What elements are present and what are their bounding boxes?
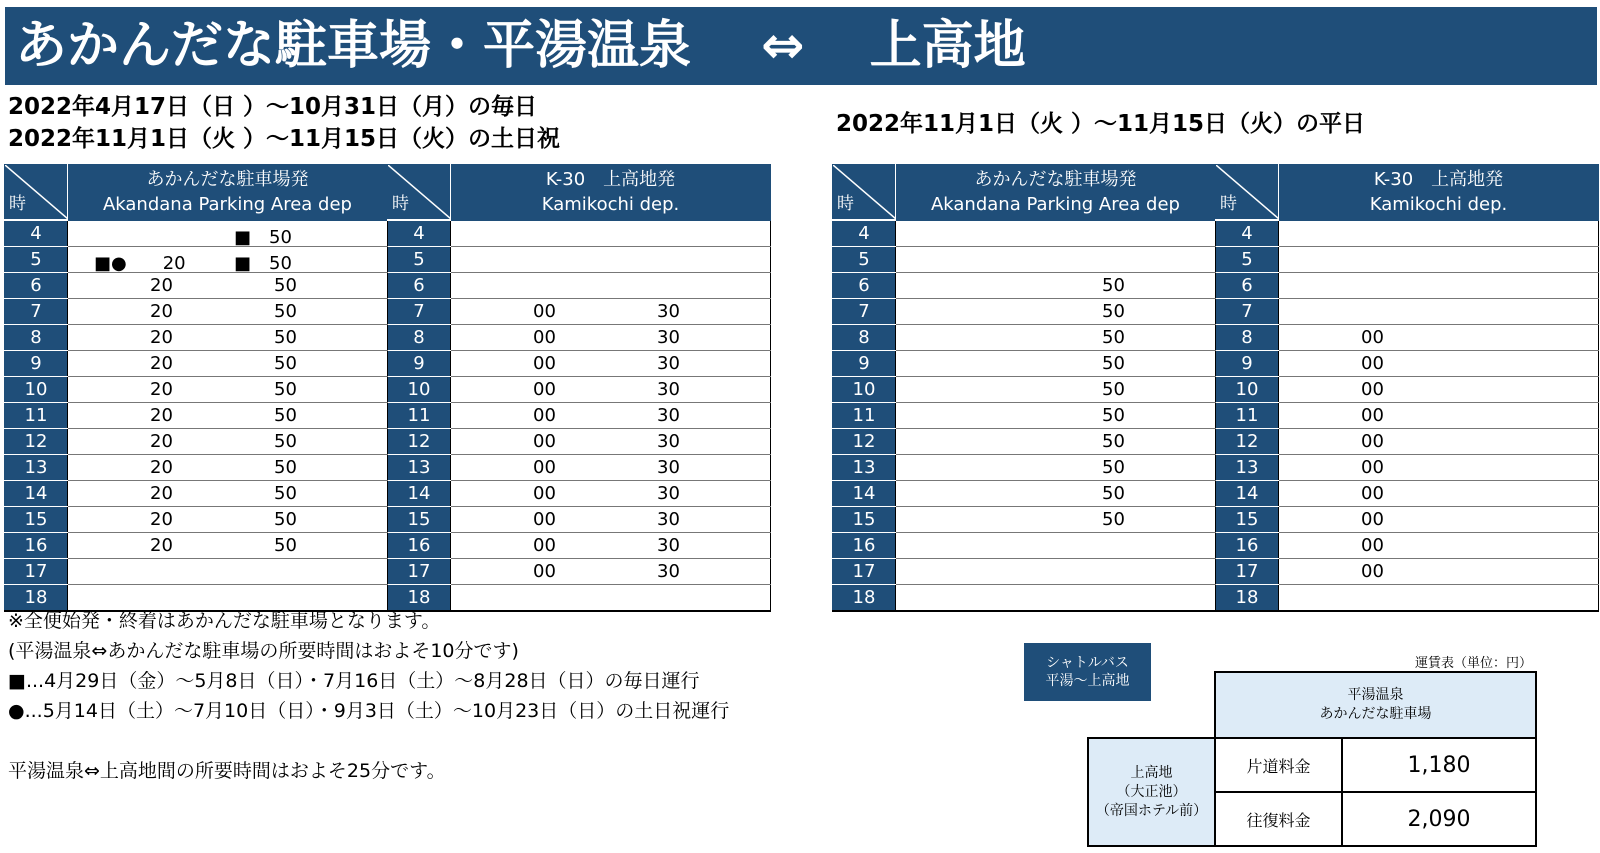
header-jp: あかんだな駐車場発 xyxy=(974,169,1137,191)
oneway-label: 片道料金 xyxy=(1215,738,1342,792)
note-circle-legend: ●...5月14日（土）～7月10日（日）・9月3日（土）～10月23日（日）の土日祝運行 xyxy=(8,700,730,722)
kamikochi-minutes-cell xyxy=(451,507,771,533)
hour-cell: 10 xyxy=(833,377,896,403)
hour-cell: 11 xyxy=(1216,403,1279,429)
hour-cell: 5 xyxy=(833,247,896,273)
minute-value: 00 xyxy=(1361,457,1384,478)
minute-value: 00 xyxy=(1361,405,1384,426)
akandana-departure-header xyxy=(896,165,1216,221)
minute-value: 50 xyxy=(1102,405,1125,426)
timetable-left-header xyxy=(5,165,771,221)
minute-value: 30 xyxy=(657,483,680,504)
hour-cell: 18 xyxy=(833,585,896,612)
hour-header-label: 時 xyxy=(392,194,409,214)
akandana-minutes-cell xyxy=(896,351,1216,377)
kamikochi-minutes-cell xyxy=(451,325,771,351)
hour-cell: 4 xyxy=(5,220,68,247)
minute-value: 50 xyxy=(1102,353,1125,374)
hour-header-label: 時 xyxy=(1220,194,1237,214)
akandana-minutes-cell xyxy=(68,351,388,377)
header-jp: K-30 上高地発 xyxy=(1373,169,1504,191)
kamikochi-minutes-cell xyxy=(451,429,771,455)
hour-cell: 7 xyxy=(833,299,896,325)
akandana-minutes-cell xyxy=(68,247,388,273)
hour-cell: 7 xyxy=(5,299,68,325)
header-jp: K-30 上高地発 xyxy=(545,169,676,191)
timetable-row xyxy=(833,429,1599,455)
akandana-minutes-cell xyxy=(68,455,388,481)
minute-value: 50 xyxy=(1102,327,1125,348)
hour-cell: 4 xyxy=(1216,220,1279,247)
minute-value: 00 xyxy=(533,457,556,478)
hour-cell: 9 xyxy=(5,351,68,377)
fare-oneway-row xyxy=(1088,738,1536,792)
timetable-row xyxy=(833,481,1599,507)
timetable-row xyxy=(833,377,1599,403)
kamikochi-departure-header xyxy=(451,165,771,221)
minute-value: 50 xyxy=(274,457,297,478)
note-square-legend: ■...4月29日（金）～5月8日（日）・7月16日（土）～8月28日（日）の毎日運行 xyxy=(8,670,700,692)
minute-value: 30 xyxy=(657,509,680,530)
hour-cell: 13 xyxy=(1216,455,1279,481)
kamikochi-minutes-cell xyxy=(1279,533,1599,559)
minute-value: 20 xyxy=(150,379,173,400)
hour-cell: 9 xyxy=(1216,351,1279,377)
minute-value: 20 xyxy=(150,457,173,478)
akandana-minutes-cell xyxy=(896,455,1216,481)
title-banner xyxy=(5,7,1597,85)
timetable-right xyxy=(832,164,1599,612)
fare-unit-label: 運賃表（単位：円） xyxy=(1415,656,1533,671)
fare-corner xyxy=(1088,672,1215,738)
akandana-minutes-cell xyxy=(68,377,388,403)
minute-value: 50 xyxy=(274,301,297,322)
kamikochi-minutes-cell xyxy=(1279,220,1599,247)
minute-value: 50 xyxy=(274,327,297,348)
minute-value: 00 xyxy=(1361,483,1384,504)
timetable-row xyxy=(5,429,771,455)
minute-value: 50 xyxy=(1102,457,1125,478)
minute-value: 50 xyxy=(274,379,297,400)
akandana-minutes-cell xyxy=(68,559,388,585)
hour-cell: 7 xyxy=(1216,299,1279,325)
header-en: Kamikochi dep. xyxy=(541,194,680,216)
left-period-line1: 2022年4月17日（日 ）～10月31日（月）の毎日 xyxy=(8,94,538,120)
hour-cell: 6 xyxy=(5,273,68,299)
hour-cell: 6 xyxy=(833,273,896,299)
kamikochi-departure-header xyxy=(1279,165,1599,221)
hour-cell: 8 xyxy=(1216,325,1279,351)
timetable-row xyxy=(5,455,771,481)
hour-cell: 13 xyxy=(5,455,68,481)
kamikochi-minutes-cell xyxy=(1279,481,1599,507)
timetable-row xyxy=(833,533,1599,559)
timetable-row xyxy=(833,559,1599,585)
kamikochi-minutes-cell xyxy=(451,351,771,377)
minute-value: 00 xyxy=(533,379,556,400)
akandana-minutes-cell xyxy=(68,481,388,507)
timetable-row xyxy=(5,299,771,325)
hour-cell: 11 xyxy=(833,403,896,429)
kamikochi-minutes-cell xyxy=(1279,455,1599,481)
hour-cell: 12 xyxy=(388,429,451,455)
kamikochi-minutes-cell xyxy=(451,273,771,299)
kamikochi-minutes-cell xyxy=(451,247,771,273)
fare-table xyxy=(1087,671,1537,847)
hour-cell: 16 xyxy=(5,533,68,559)
minute-value: 00 xyxy=(533,483,556,504)
left-period-line2: 2022年11月1日（火 ）～11月15日（火）の土日祝 xyxy=(8,126,561,152)
kamikochi-minutes-cell xyxy=(1279,351,1599,377)
hour-header-label: 時 xyxy=(9,194,26,214)
hour-cell: 7 xyxy=(388,299,451,325)
timetable-row xyxy=(5,403,771,429)
hour-cell: 9 xyxy=(388,351,451,377)
roundtrip-label: 往復料金 xyxy=(1215,792,1342,846)
minute-value: 50 xyxy=(274,509,297,530)
title-origin: あかんだな駐車場・平湯温泉 xyxy=(15,16,692,76)
hour-cell: 12 xyxy=(1216,429,1279,455)
hour-header-cell xyxy=(833,165,896,221)
note-travel-time-kamikochi: 平湯温泉⇔上高地間の所要時間はおよそ25分です。 xyxy=(8,760,446,782)
timetable-row xyxy=(833,585,1599,612)
kamikochi-minutes-cell xyxy=(1279,585,1599,612)
minute-value: 30 xyxy=(657,457,680,478)
minute-value: 30 xyxy=(657,431,680,452)
kamikochi-minutes-cell xyxy=(451,559,771,585)
hour-cell: 15 xyxy=(1216,507,1279,533)
header-en: Akandana Parking Area dep xyxy=(930,194,1180,216)
fare-origin-cell xyxy=(1215,672,1536,738)
hour-cell: 17 xyxy=(833,559,896,585)
kamikochi-minutes-cell xyxy=(1279,559,1599,585)
hour-cell: 10 xyxy=(1216,377,1279,403)
minute-value: 00 xyxy=(533,535,556,556)
title-destination: 上高地 xyxy=(869,16,1026,76)
minute-value: ■ 50 xyxy=(234,226,292,248)
minute-value: 20 xyxy=(150,535,173,556)
hour-cell: 14 xyxy=(833,481,896,507)
minute-value: 50 xyxy=(1102,509,1125,530)
note-travel-time-parking: (平湯温泉⇔あかんだな駐車場の所要時間はおよそ10分です) xyxy=(8,640,519,662)
hour-cell: 13 xyxy=(388,455,451,481)
kamikochi-minutes-cell xyxy=(451,481,771,507)
origin-line2: あかんだな駐車場 xyxy=(1319,706,1432,722)
minute-value: 30 xyxy=(657,405,680,426)
timetable-row xyxy=(5,220,771,247)
hour-cell: 17 xyxy=(388,559,451,585)
minute-value: 50 xyxy=(274,275,297,296)
timetable-row xyxy=(5,481,771,507)
minute-value: 20 xyxy=(150,431,173,452)
fare-header-row xyxy=(1088,672,1536,738)
timetable-row xyxy=(5,533,771,559)
minute-value: 00 xyxy=(533,431,556,452)
akandana-minutes-cell xyxy=(896,533,1216,559)
hour-cell: 8 xyxy=(5,325,68,351)
minute-value: 00 xyxy=(1361,535,1384,556)
hour-cell: 12 xyxy=(5,429,68,455)
hour-header-cell xyxy=(5,165,68,221)
akandana-minutes-cell xyxy=(68,533,388,559)
oneway-value: 1,180 xyxy=(1342,738,1536,792)
minute-value: 00 xyxy=(1361,431,1384,452)
hour-cell: 15 xyxy=(5,507,68,533)
timetable-row xyxy=(5,377,771,403)
hour-cell: 11 xyxy=(5,403,68,429)
minute-value: 00 xyxy=(533,561,556,582)
timetable-row xyxy=(833,325,1599,351)
minute-value: 00 xyxy=(1361,327,1384,348)
hour-cell: 15 xyxy=(388,507,451,533)
hour-cell: 11 xyxy=(388,403,451,429)
hour-cell: 8 xyxy=(388,325,451,351)
akandana-minutes-cell xyxy=(68,403,388,429)
minute-value: ■● 20 xyxy=(94,253,186,274)
note-terminal: ※全便始発・終着はあかんだな駐車場となります。 xyxy=(8,610,441,632)
minute-value: 00 xyxy=(1361,509,1384,530)
hour-cell: 15 xyxy=(833,507,896,533)
hour-cell: 4 xyxy=(833,220,896,247)
hour-cell: 12 xyxy=(833,429,896,455)
hour-cell: 17 xyxy=(1216,559,1279,585)
roundtrip-value: 2,090 xyxy=(1342,792,1536,846)
dest-line1: 上高地 xyxy=(1130,764,1173,781)
hour-cell: 14 xyxy=(1216,481,1279,507)
akandana-minutes-cell xyxy=(68,507,388,533)
kamikochi-minutes-cell xyxy=(451,299,771,325)
hour-cell: 17 xyxy=(5,559,68,585)
timetable-row xyxy=(833,273,1599,299)
minute-value: 00 xyxy=(1361,353,1384,374)
hour-cell: 6 xyxy=(1216,273,1279,299)
note-spacer xyxy=(8,726,729,756)
timetable-row xyxy=(833,455,1599,481)
minute-value: 50 xyxy=(274,431,297,452)
minute-value: 20 xyxy=(150,275,173,296)
timetable-row xyxy=(5,351,771,377)
minute-value: 00 xyxy=(533,509,556,530)
hour-header-cell xyxy=(1216,165,1279,221)
timetable-row xyxy=(5,507,771,533)
minute-value: 20 xyxy=(150,509,173,530)
left-period xyxy=(8,91,560,155)
minute-value: 00 xyxy=(533,353,556,374)
title-arrow: ⇔ xyxy=(761,16,805,76)
minute-value: ■ 50 xyxy=(234,253,292,274)
timetable-row xyxy=(833,299,1599,325)
hour-cell: 18 xyxy=(1216,585,1279,612)
minute-value: 50 xyxy=(1102,301,1125,322)
akandana-minutes-cell xyxy=(896,559,1216,585)
hour-cell: 10 xyxy=(5,377,68,403)
akandana-minutes-cell xyxy=(896,429,1216,455)
hour-cell: 6 xyxy=(388,273,451,299)
hour-cell: 18 xyxy=(388,585,451,612)
shuttle-line2: 平湯～上高地 xyxy=(1045,673,1130,689)
minute-value: 30 xyxy=(657,379,680,400)
akandana-minutes-cell xyxy=(68,325,388,351)
akandana-minutes-cell xyxy=(896,481,1216,507)
kamikochi-minutes-cell xyxy=(1279,377,1599,403)
minute-value: 00 xyxy=(533,301,556,322)
header-en: Kamikochi dep. xyxy=(1369,194,1508,216)
hour-cell: 16 xyxy=(388,533,451,559)
akandana-minutes-cell xyxy=(68,299,388,325)
hour-cell: 14 xyxy=(388,481,451,507)
akandana-minutes-cell xyxy=(896,220,1216,247)
hour-cell: 10 xyxy=(388,377,451,403)
kamikochi-minutes-cell xyxy=(1279,403,1599,429)
timetable-row xyxy=(833,351,1599,377)
timetable-row xyxy=(5,273,771,299)
akandana-minutes-cell xyxy=(896,299,1216,325)
hour-header-cell xyxy=(388,165,451,221)
hour-cell: 13 xyxy=(833,455,896,481)
akandana-minutes-cell xyxy=(896,507,1216,533)
hour-cell: 16 xyxy=(1216,533,1279,559)
minute-value: 00 xyxy=(533,405,556,426)
timetable-row xyxy=(833,507,1599,533)
fare-destination-cell xyxy=(1088,738,1215,846)
timetable-row xyxy=(5,325,771,351)
akandana-minutes-cell xyxy=(896,247,1216,273)
kamikochi-minutes-cell xyxy=(451,220,771,247)
hour-cell: 4 xyxy=(388,220,451,247)
akandana-minutes-cell xyxy=(68,429,388,455)
minute-value: 20 xyxy=(150,353,173,374)
hour-cell: 16 xyxy=(833,533,896,559)
timetable-row xyxy=(5,559,771,585)
minute-value: 50 xyxy=(274,483,297,504)
hour-cell: 9 xyxy=(833,351,896,377)
kamikochi-minutes-cell xyxy=(1279,507,1599,533)
akandana-minutes-cell xyxy=(68,273,388,299)
kamikochi-minutes-cell xyxy=(451,403,771,429)
hour-cell: 8 xyxy=(833,325,896,351)
notes xyxy=(8,606,729,786)
kamikochi-minutes-cell xyxy=(1279,273,1599,299)
dest-line2: （大正池） xyxy=(1116,783,1187,800)
minute-value: 50 xyxy=(1102,431,1125,452)
minute-value: 00 xyxy=(1361,379,1384,400)
shuttle-line1: シャトルバス xyxy=(1046,655,1129,671)
timetable-row xyxy=(833,403,1599,429)
akandana-departure-header xyxy=(68,165,388,221)
timetable-row xyxy=(5,247,771,273)
minute-value: 50 xyxy=(274,353,297,374)
minute-value: 00 xyxy=(1361,561,1384,582)
minute-value: 20 xyxy=(150,483,173,504)
minute-value: 20 xyxy=(150,405,173,426)
timetable-row xyxy=(833,247,1599,273)
hour-cell: 5 xyxy=(5,247,68,273)
kamikochi-minutes-cell xyxy=(1279,429,1599,455)
akandana-minutes-cell xyxy=(896,273,1216,299)
dest-line3: （帝国ホテル前） xyxy=(1095,802,1208,819)
minute-value: 50 xyxy=(1102,275,1125,296)
minute-value: 30 xyxy=(657,327,680,348)
minute-value: 30 xyxy=(657,535,680,556)
hour-cell: 5 xyxy=(388,247,451,273)
akandana-minutes-cell xyxy=(68,220,388,247)
akandana-minutes-cell xyxy=(896,585,1216,612)
minute-value: 30 xyxy=(657,353,680,374)
timetable-left xyxy=(4,164,771,612)
header-en: Akandana Parking Area dep xyxy=(102,194,352,216)
akandana-minutes-cell xyxy=(896,325,1216,351)
minute-value: 20 xyxy=(150,301,173,322)
timetable-right-header xyxy=(833,165,1599,221)
kamikochi-minutes-cell xyxy=(1279,325,1599,351)
kamikochi-minutes-cell xyxy=(451,455,771,481)
hour-header-label: 時 xyxy=(837,194,854,214)
hour-cell: 5 xyxy=(1216,247,1279,273)
kamikochi-minutes-cell xyxy=(451,377,771,403)
header-jp: あかんだな駐車場発 xyxy=(146,169,309,191)
kamikochi-minutes-cell xyxy=(1279,247,1599,273)
kamikochi-minutes-cell xyxy=(451,533,771,559)
minute-value: 20 xyxy=(150,327,173,348)
minute-value: 50 xyxy=(1102,483,1125,504)
minute-value: 50 xyxy=(1102,379,1125,400)
origin-line1: 平湯温泉 xyxy=(1347,687,1404,703)
minute-value: 50 xyxy=(274,405,297,426)
hour-cell: 14 xyxy=(5,481,68,507)
kamikochi-minutes-cell xyxy=(1279,299,1599,325)
right-period: 2022年11月1日（火 ）～11月15日（火）の平日 xyxy=(836,111,1366,137)
hour-cell: 18 xyxy=(5,585,68,612)
akandana-minutes-cell xyxy=(896,403,1216,429)
minute-value: 00 xyxy=(533,327,556,348)
minute-value: 30 xyxy=(657,561,680,582)
akandana-minutes-cell xyxy=(896,377,1216,403)
timetable-row xyxy=(833,220,1599,247)
minute-value: 30 xyxy=(657,301,680,322)
minute-value: 50 xyxy=(274,535,297,556)
